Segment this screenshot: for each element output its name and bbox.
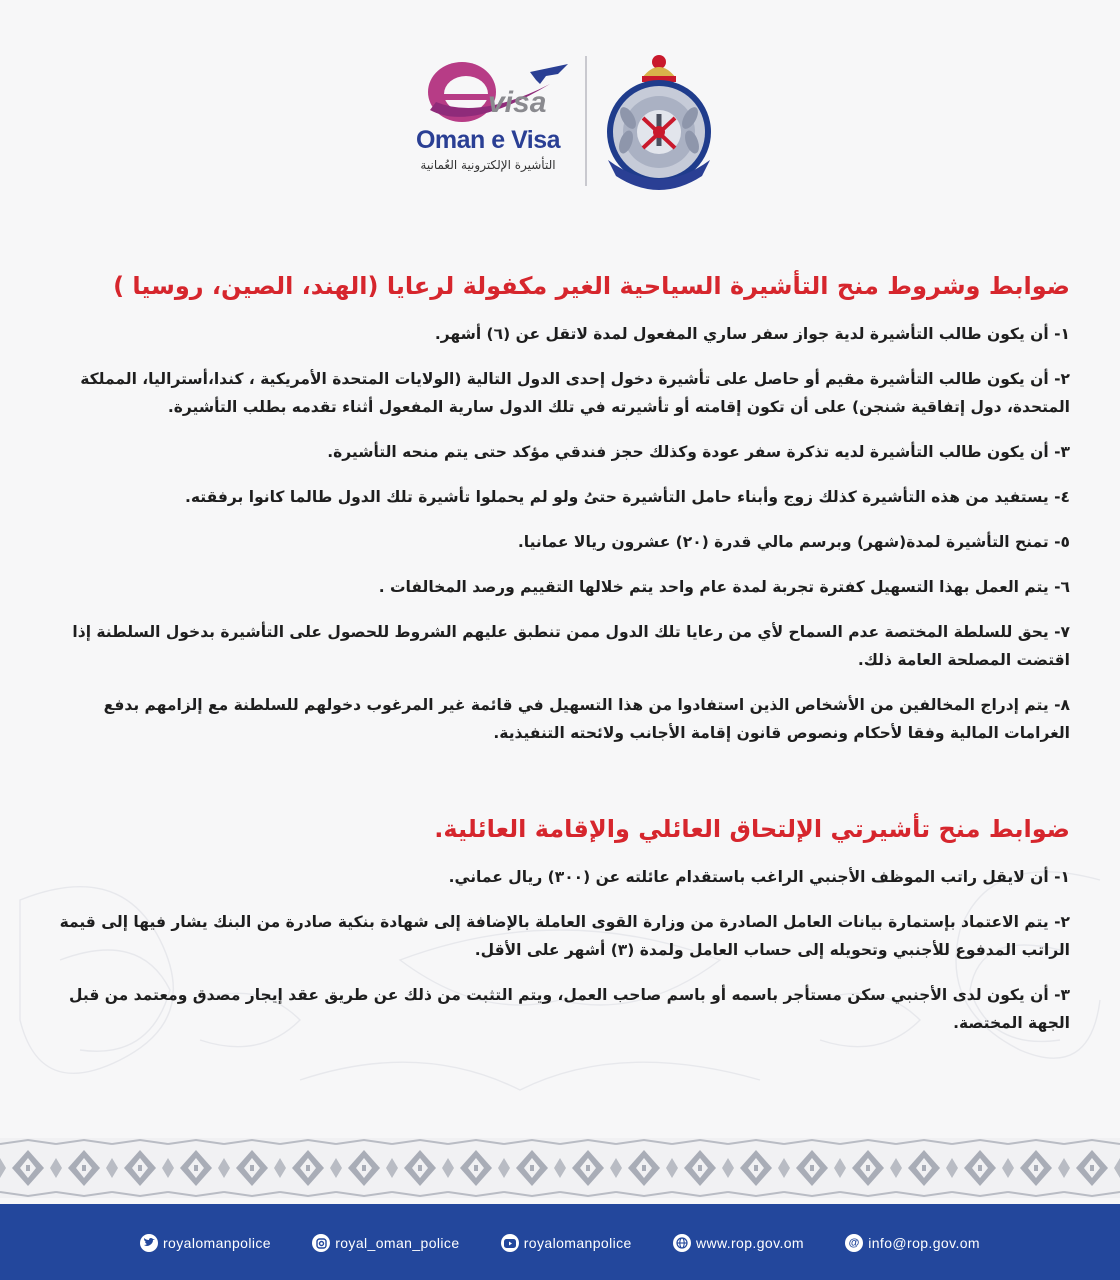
list-item: ٣- أن يكون لدى الأجنبي سكن مستأجر باسمه أو باسم صاحب العمل، ويتم التثبت من ذلك عن طريق عقد إيجار مصدق ومعتمد من قبل الجهة المختصة. <box>69 986 1070 1032</box>
website-link[interactable] <box>673 1234 804 1252</box>
list-item: ٣- أن يكون طالب التأشيرة لديه تذكرة سفر عودة وكذلك حجز فندقي مؤكد حتى يتم منحه التأشيرة. <box>327 443 1070 461</box>
list-item: ٦- يتم العمل بهذا التسهيل كفترة تجربة لمدة عام واحد يتم خلالها التقييم ورصد المخالفات . <box>378 578 1070 596</box>
list-item: ٢- يتم الاعتماد بإستمارة بيانات العامل الصادرة من وزارة القوى العاملة بالإضافة إلى شهادة بنكية صادرة من البنك يشار فيها إلى قيمة الراتب المدفوع للأجنبي وتحويله إلى حساب العامل ولمدة (٣) أشهر على الأقل. <box>59 913 1070 959</box>
section-title-family-visa: ضوابط منح تأشيرتي الإلتحاق العائلي والإقامة العائلية. <box>434 815 1070 843</box>
police-emblem <box>598 48 720 190</box>
logo-divider <box>585 56 587 186</box>
list-item: ٥- تمنح التأشيرة لمدة(شهر) وبرسم مالي قدرة (٢٠) عشرون ريالا عمانيا. <box>517 533 1070 551</box>
youtube-link[interactable] <box>501 1234 632 1252</box>
footer <box>0 1204 1120 1280</box>
youtube-handle: royalomanpolice <box>523 1235 632 1251</box>
footer-links <box>140 1234 980 1252</box>
globe-icon <box>673 1234 691 1252</box>
section-title-tourist-visa: ضوابط وشروط منح التأشيرة السياحية الغير مكفولة لرعايا (الهند، الصين، روسيا ) <box>113 272 1070 300</box>
email-address: info@rop.gov.om <box>868 1235 980 1251</box>
list-item: ٨- يتم إدراج المخالفين من الأشخاص الذين استفادوا من هذا التسهيل في قائمة غير المرغوب دخولهم للسلطنة مع إلزامهم بدفع الغرامات المالية وفقا لأحكام ونصوص قانون إقامة الأجانب ولائحته التنفيذية. <box>103 696 1070 742</box>
website-url: www.rop.gov.om <box>695 1235 804 1251</box>
list-item: ١- أن يكون طالب التأشيرة لدية جواز سفر ساري المفعول لمدة لاتقل عن (٦) أشهر. <box>434 325 1070 343</box>
instagram-handle: royal_oman_police <box>335 1235 460 1251</box>
list-item: ٤- يستفيد من هذه التأشيرة كذلك زوج وأبناء حامل التأشيرة حتىُ ولو لم يحملوا تأشيرة تلك الدول طالما كانوا برفقته. <box>184 488 1070 506</box>
twitter-handle: royalomanpolice <box>163 1235 271 1251</box>
instagram-icon <box>312 1234 330 1252</box>
svg-text:visa: visa <box>488 86 547 119</box>
twitter-icon <box>140 1234 158 1252</box>
twitter-link[interactable] <box>140 1234 271 1252</box>
youtube-icon <box>501 1234 519 1252</box>
list-item: ٢- أن يكون طالب التأشيرة مقيم أو حاصل على تأشيرة دخول إحدى الدول التالية (الولايات المتحدة الأمريكية ، كندا،أستراليا، المملكة المتحدة، دول إتفاقية شنجن) على أن تكون إقامته أو تأشيرته في تلك الدول سارية المفعول أثناء تقدمه بطلب التأشيرة. <box>80 370 1070 416</box>
header <box>0 40 1120 200</box>
at-icon: @ <box>845 1234 863 1252</box>
evisa-title: Oman e Visa <box>415 126 561 154</box>
email-link[interactable] <box>845 1234 980 1252</box>
list-item: ١- أن لايقل راتب الموظف الأجنبي الراغب باستقدام عائلته عن (٣٠٠) ريال عماني. <box>448 868 1070 886</box>
instagram-link[interactable] <box>312 1234 459 1252</box>
list-item: ٧- يحق للسلطة المختصة عدم السماح لأي من رعايا تلك الدول ممن تنطبق عليهم الشروط للحصول على التأشيرة بدخول السلطنة إذا اقتضت المصلحة العامة ذلك. <box>72 623 1070 669</box>
ornament-band <box>0 1138 1120 1198</box>
main-content <box>44 262 1070 1054</box>
evisa-subtitle: التأشيرة الإلكترونية العُمانية <box>420 158 556 172</box>
